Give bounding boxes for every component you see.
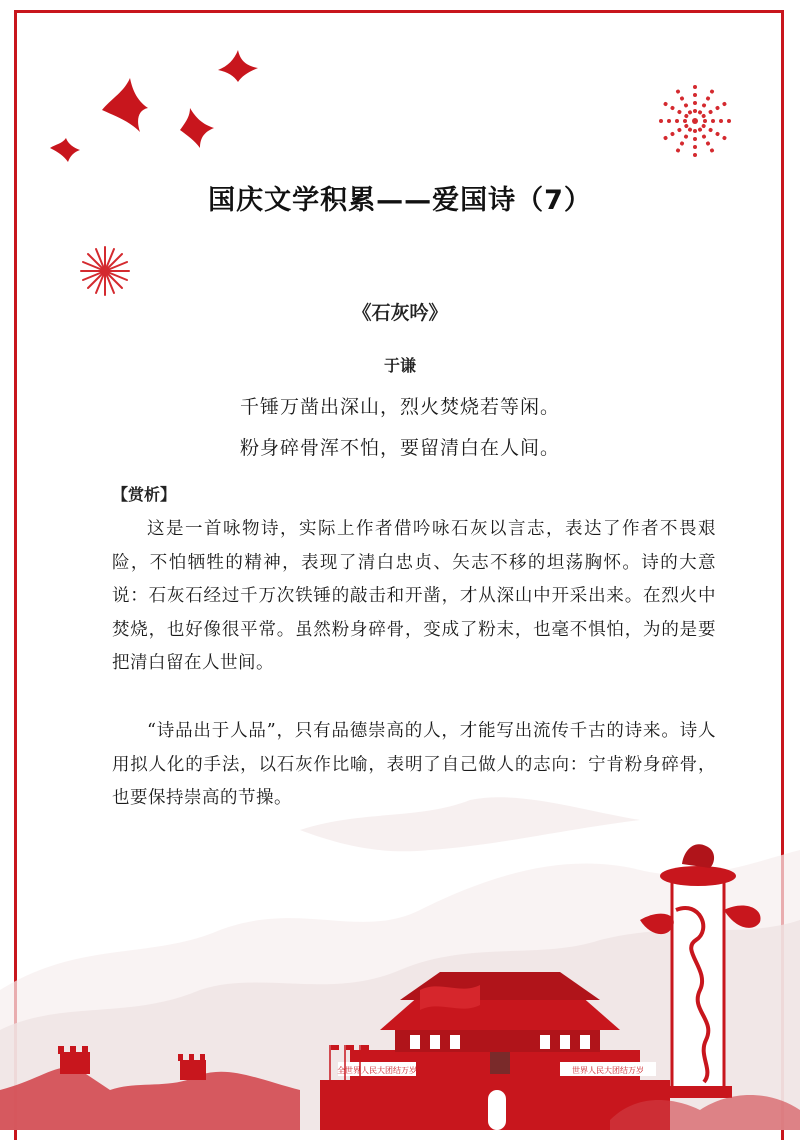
poem-author: 于谦	[383, 356, 416, 375]
analysis-paragraph-2: “诗品出于人品”，只有品德崇高的人，才能写出流传千古的诗来。诗人用拟人化的手法，以石灰作比喻，表明了自己做人的志向：宁肯粉身碎骨，也要保持崇高的节操。	[112, 721, 716, 808]
analysis-paragraph-1: 这是一首咏物诗，实际上作者借吟咏石灰以言志，表达了作者不畏艰险，不怕牺牲的精神，表现了清白忠贞、矢志不移的坦荡胸怀。诗的大意说：石灰石经过千万次铁锤的敲击和开凿，才从深山中开采出来。在烈火中焚烧，也好像很平常。虽然粉身碎骨，变成了粉末，也毫不惧怕，为的是要把清白留在人世间。	[112, 519, 716, 673]
flying-birds-decoration	[40, 40, 280, 170]
poem-line-2: 粉身碎骨浑不怕，要留清白在人间。	[239, 437, 560, 459]
analysis-label: 【赏析】	[112, 485, 177, 504]
poem-line-1: 千锤万凿出深山，烈火焚烧若等闲。	[239, 396, 560, 418]
landmark-scenery-illustration	[0, 790, 800, 1130]
firework-icon	[656, 82, 734, 160]
banner-right-text: 世界人民大团结万岁	[572, 1066, 644, 1075]
poem-title: 《石灰吟》	[352, 302, 448, 324]
page-title: 国庆文学积累——爱国诗（7）	[208, 185, 592, 216]
banner-left-text: 全世界人民大团结万岁	[337, 1066, 417, 1075]
firework-burst-icon	[78, 244, 132, 298]
